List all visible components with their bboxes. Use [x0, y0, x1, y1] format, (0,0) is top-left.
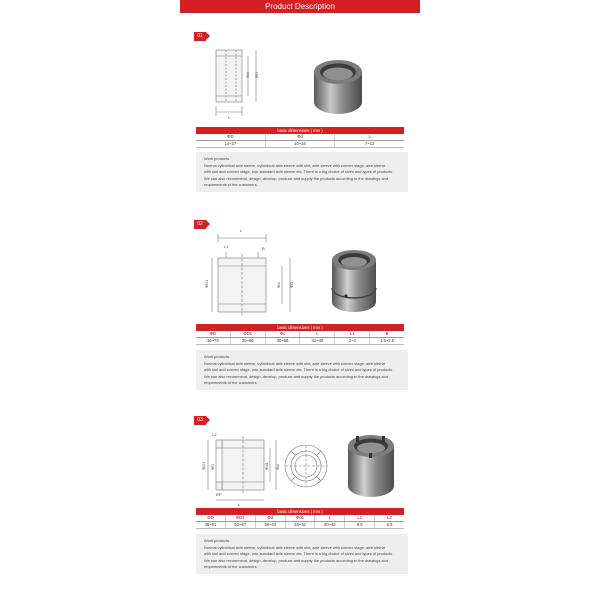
product-description: [196, 534, 408, 574]
table-cell: 38~43: [256, 522, 286, 528]
product-photo: [314, 60, 362, 114]
table-cell: 45~51: [196, 522, 226, 528]
column-header: L2: [387, 515, 392, 520]
product-description: [196, 350, 408, 390]
column-header: L: [300, 331, 335, 337]
table-cell: 9.5: [345, 522, 375, 528]
table-cell: 2~4: [335, 338, 370, 344]
column-header: ΦD1: [226, 515, 256, 521]
dimension-label: ΦD: [289, 281, 294, 288]
dimension-label: Φd: [275, 464, 280, 470]
table-cell: 52~57: [226, 522, 256, 528]
dimensions-table: [196, 324, 404, 345]
technical-drawing: [196, 30, 404, 125]
dimension-label: L1: [224, 244, 229, 249]
description-line: We can also recommend, design, develop, produce and supply the products according to the drawings and: [204, 373, 388, 379]
dimensions-table: [196, 508, 404, 529]
description-line: Normal cylindrical axle sleeve, cylindrical axle sleeve with slot, axle sleeve with convex stage, axle sleeve: [204, 360, 386, 366]
table-cell: 28~32: [286, 522, 316, 528]
table-row: [196, 338, 404, 345]
description-line: with slot and convex stage, non-standard axle sleeve etc. There is a big choice of sizes and types of products.: [204, 367, 394, 373]
description-line: requirements of the customers.: [204, 380, 258, 386]
end-view-drawing: [285, 445, 327, 487]
product-description: [196, 152, 408, 192]
table-row: [196, 522, 404, 529]
dimension-label: L: [238, 502, 241, 507]
description-heading: Work products:: [204, 156, 231, 161]
table-cell: 10~16: [266, 141, 336, 147]
description-heading: Work products:: [204, 354, 231, 359]
column-header: ΦD: [196, 515, 226, 521]
table-cell: 30~56: [266, 338, 301, 344]
table-cell: 36~70: [196, 338, 231, 344]
table-cell: 7~13: [364, 141, 375, 146]
table-row: [196, 141, 404, 148]
dimension-label: B: [262, 246, 265, 251]
table-title: basic dimensions ( mm ): [196, 127, 404, 134]
table-cell: 14~27: [196, 141, 266, 147]
product-section-3: [196, 414, 404, 594]
description-line: Normal cylindrical axle sleeve, cylindrical axle sleeve with slot, axle sleeve with convex stage, axle sleeve: [204, 162, 386, 168]
table-cell: 31~49: [300, 338, 335, 344]
column-header: Φd: [266, 134, 336, 140]
column-header: ΦD: [196, 134, 266, 140]
table-header-row: [196, 515, 404, 522]
column-header: Φd1: [286, 515, 316, 521]
dimension-label: Φd1: [264, 462, 269, 470]
technical-drawing: [196, 414, 404, 512]
dimension-label: ΦD: [210, 463, 215, 470]
dimension-label: Φd: [245, 72, 250, 78]
table-cell: 30~42: [315, 522, 345, 528]
product-photo: [348, 435, 394, 497]
column-header: L: [368, 134, 371, 139]
column-header: L: [315, 515, 345, 521]
dimension-label: L2: [212, 432, 217, 437]
description-line: requirements of the customers.: [204, 564, 258, 570]
dimension-label: L: [240, 228, 243, 233]
table-cell: 1.5~2.5: [380, 338, 395, 343]
table-header-row: [196, 331, 404, 338]
section-number: 03: [194, 416, 206, 425]
dimension-label: ΦD1: [204, 279, 209, 288]
table-cell: 35~66: [231, 338, 266, 344]
column-header: B: [385, 331, 389, 336]
description-line: Normal cylindrical axle sleeve, cylindrical axle sleeve with slot, axle sleeve with convex stage, axle sleeve: [204, 544, 386, 550]
column-header: Φc: [266, 331, 301, 337]
dimension-label: Φd: [276, 282, 281, 288]
technical-drawing: [196, 218, 404, 326]
column-header: L1: [335, 331, 370, 337]
product-photo: [332, 250, 376, 312]
description-line: with slot and convex stage, non-standard axle sleeve etc. There is a big choice of sizes and types of products.: [204, 169, 394, 175]
description-line: with slot and convex stage, non-standard axle sleeve etc. There is a big choice of sizes and types of products.: [204, 551, 394, 557]
column-header: Φd: [256, 515, 286, 521]
description-line: We can also recommend, design, develop, produce and supply the products according to the drawings and: [204, 175, 388, 181]
product-section-1: [196, 30, 404, 200]
table-header-row: [196, 134, 404, 141]
table-cell: 6.5: [386, 522, 393, 527]
dimension-label: ΦD1: [201, 461, 206, 470]
section-number: 02: [194, 220, 206, 229]
page-title: Product Description: [180, 0, 420, 13]
table-title: basic dimensions ( mm ): [196, 508, 404, 515]
column-header: L1: [345, 515, 375, 521]
dimensions-table: [196, 127, 404, 148]
table-title: basic dimensions ( mm ): [196, 324, 404, 331]
product-section-2: [196, 218, 404, 398]
dimension-label: L: [228, 115, 231, 120]
description-heading: Work products:: [204, 538, 231, 543]
section-number: 01: [194, 32, 206, 41]
dimension-label: L1: [216, 492, 221, 497]
column-header: ΦD1: [231, 331, 266, 337]
dimension-label: ΦD: [254, 71, 259, 78]
description-line: requirements of the customers.: [204, 182, 258, 188]
description-line: We can also recommend, design, develop, produce and supply the products according to the drawings and: [204, 557, 388, 563]
column-header: ΦD: [196, 331, 231, 337]
